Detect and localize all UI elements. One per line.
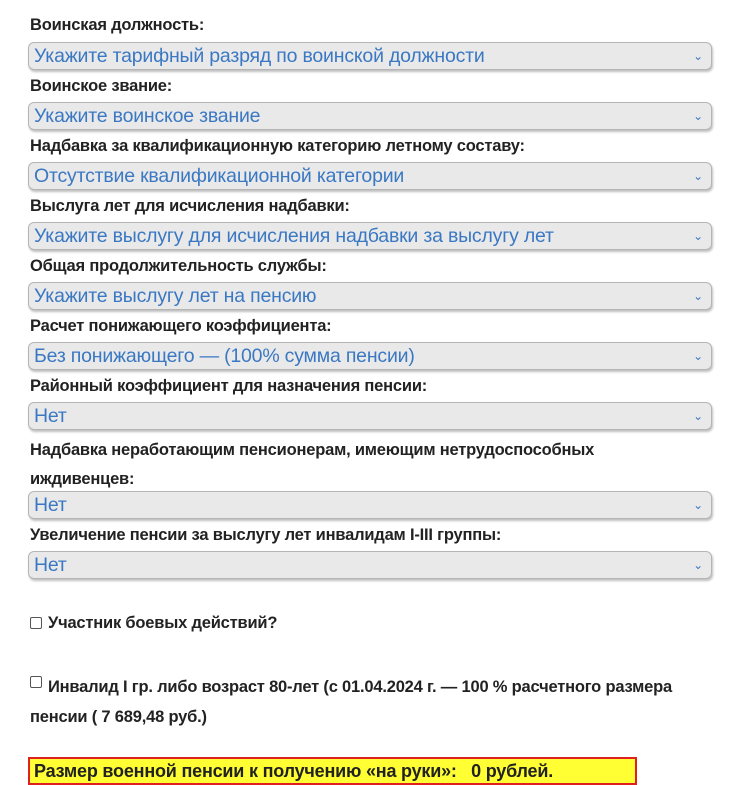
- label-disability-increase: Увеличение пенсии за выслугу лет инвалидам I-III группы:: [30, 526, 502, 544]
- label-disabled-80: Инвалид I гр. либо возраст 80-лет (с 01.04.2024 г. — 100 % расчетного размера пенсии ( 7 689,48 руб.): [30, 678, 672, 726]
- label-total-service: Общая продолжительность службы:: [30, 257, 327, 275]
- select-disability-increase[interactable]: [28, 551, 712, 579]
- select-value: Укажите воинское звание: [34, 105, 261, 127]
- chevron-down-icon: ⌄: [693, 498, 703, 512]
- select-value: Нет: [34, 554, 67, 576]
- select-value: Без понижающего — (100% сумма пенсии): [34, 345, 415, 367]
- label-service-bonus: Выслуга лет для исчисления надбавки:: [30, 197, 350, 215]
- select-qualification[interactable]: [28, 162, 712, 190]
- select-dependents-bonus[interactable]: [28, 491, 712, 519]
- chevron-down-icon: ⌄: [693, 349, 703, 363]
- select-total-service[interactable]: [28, 282, 712, 310]
- label-military-position: Воинская должность:: [30, 16, 205, 34]
- chevron-down-icon: ⌄: [693, 409, 703, 423]
- checkbox-combat-veteran[interactable]: [30, 617, 42, 629]
- label-military-rank: Воинское звание:: [30, 77, 173, 95]
- select-value: Нет: [34, 494, 67, 516]
- select-regional-coefficient[interactable]: [28, 402, 712, 430]
- chevron-down-icon: ⌄: [693, 558, 703, 572]
- select-service-bonus[interactable]: [28, 222, 712, 250]
- select-reduction-coefficient[interactable]: [28, 342, 712, 370]
- select-military-position[interactable]: [28, 42, 712, 70]
- select-value: Укажите выслугу для исчисления надбавки за выслугу лет: [34, 225, 554, 247]
- label-qualification: Надбавка за квалификационную категорию летному составу:: [30, 137, 525, 155]
- label-combat-veteran: Участник боевых действий?: [48, 614, 278, 632]
- chevron-down-icon: ⌄: [693, 169, 703, 183]
- label-dependents-bonus: Надбавка неработающим пенсионерам, имеющим нетрудоспособных иждивенцев:: [30, 441, 595, 488]
- select-military-rank[interactable]: [28, 102, 712, 130]
- select-value: Отсутствие квалификационной категории: [34, 165, 405, 187]
- chevron-down-icon: ⌄: [693, 49, 703, 63]
- select-value: Укажите тарифный разряд по воинской должности: [34, 45, 485, 67]
- chevron-down-icon: ⌄: [693, 289, 703, 303]
- label-regional-coefficient: Районный коэффициент для назначения пенсии:: [30, 377, 428, 395]
- pension-result: Размер военной пенсии к получению «на руки»: 0 рублей.: [28, 757, 637, 785]
- label-reduction-coefficient: Расчет понижающего коэффициента:: [30, 317, 332, 335]
- chevron-down-icon: ⌄: [693, 229, 703, 243]
- select-value: Укажите выслугу лет на пенсию: [34, 285, 317, 307]
- chevron-down-icon: ⌄: [693, 109, 703, 123]
- select-value: Нет: [34, 405, 67, 427]
